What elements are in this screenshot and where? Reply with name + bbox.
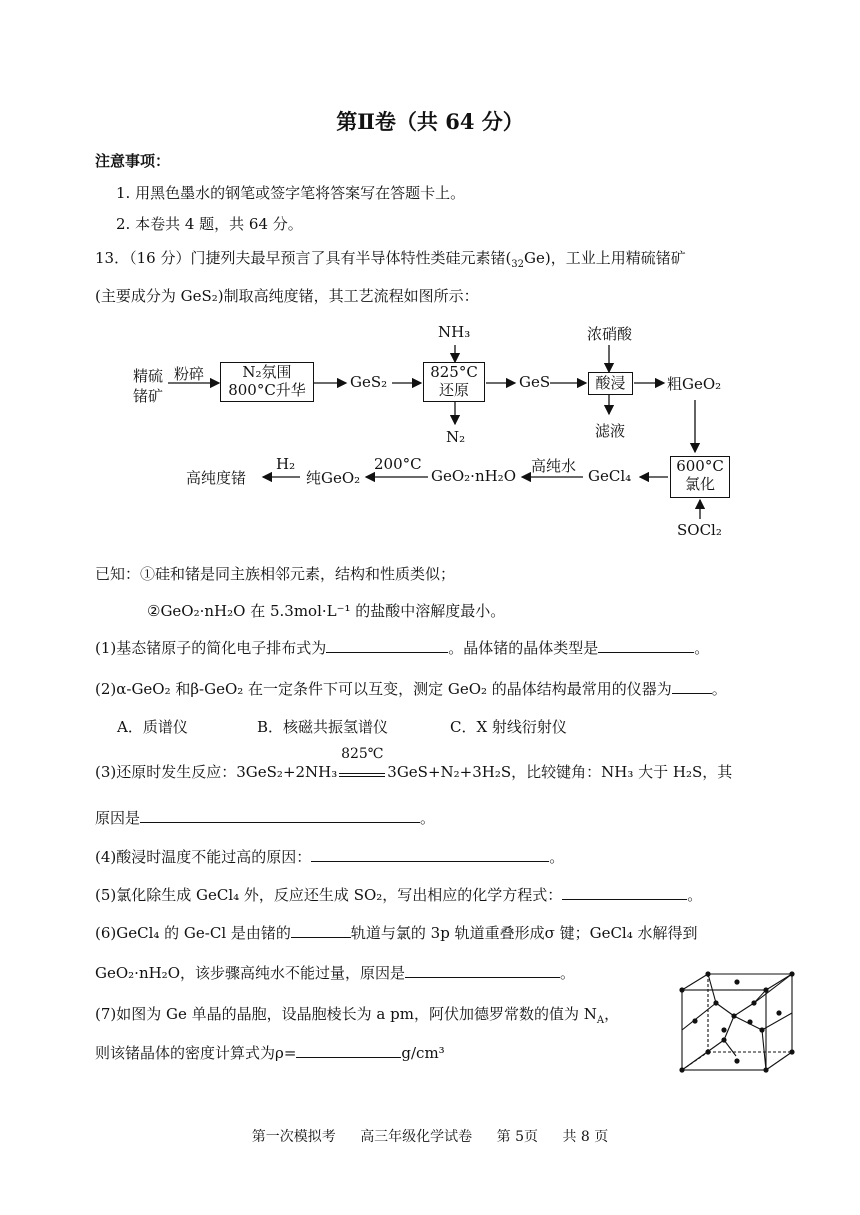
- question-6-line2: GeO₂·nH₂O，该步骤高纯水不能过量，原因是 。: [95, 964, 576, 982]
- answer-blank-3: [140, 808, 420, 823]
- reduction-box: [423, 362, 485, 402]
- q13-intro-line2: (主要成分为 GeS₂)制取高纯度锗，其工艺流程如图所示：: [95, 287, 479, 305]
- chlorination-box-line1: 600°C: [676, 457, 724, 475]
- filtrate-label: 滤液: [595, 422, 626, 440]
- sublimation-box-line2: 800°C升华: [228, 381, 306, 399]
- answer-blank-4: [311, 847, 549, 862]
- option-c: C．X 射线衍射仪: [450, 718, 567, 736]
- question-5: (5)氯化除生成 GeCl₄ 外，反应还生成 SO₂，写出相应的化学方程式： 。: [95, 886, 703, 904]
- pure-water-label: 高纯水: [531, 457, 577, 475]
- page-footer: [0, 1126, 860, 1146]
- question-1: (1)基态锗原子的简化电子排布式为 。晶体锗的晶体类型是 。: [95, 639, 710, 657]
- chlorination-box-line2: 氯化: [684, 475, 715, 493]
- section-title: 第Ⅱ卷（共 64 分）: [336, 109, 524, 134]
- answer-blank-6a: [291, 923, 351, 938]
- option-b: B．核磁共振氢谱仪: [257, 718, 389, 736]
- temp-200-label: 200°C: [374, 455, 422, 473]
- sublimation-box: [220, 362, 314, 402]
- question-3-line2: 原因是 。: [95, 809, 436, 827]
- answer-blank-6b: [405, 963, 560, 978]
- question-7-line2: 则该锗晶体的密度计算式为ρ= g/cm³: [95, 1044, 445, 1062]
- question-6-line1: (6)GeCl₄ 的 Ge-Cl 是由锗的 轨道与氯的 3p 轨道重叠形成σ 键；GeCl₄ 水解得到: [95, 924, 698, 942]
- ges-label: GeS: [519, 373, 551, 391]
- question-4: (4)酸浸时温度不能过高的原因： 。: [95, 848, 565, 866]
- reduction-box-line2: 还原: [438, 381, 469, 399]
- answer-blank-1b: [598, 638, 694, 653]
- footer-exam: 第一次模拟考: [251, 1129, 336, 1145]
- acid-leach-box: 酸浸: [588, 372, 633, 395]
- question-3-line1: (3)还原时发生反应：3GeS₂+2NH₃ 825℃ 3GeS+N₂+3H₂S，比较键角：NH₃ 大于 H₂S，其: [95, 746, 733, 781]
- notice-heading: 注意事项：: [95, 152, 171, 170]
- notice-item-2: 2. 本卷共 4 题，共 64 分。: [116, 215, 303, 233]
- n2-label: N₂: [446, 428, 466, 446]
- chlorination-box: [670, 456, 730, 498]
- reduction-box-line1: 825°C: [430, 363, 478, 381]
- question-2: (2)α-GeO₂ 和β-GeO₂ 在一定条件下可以互变，测定 GeO₂ 的晶体结构最常用的仪器为 。: [95, 680, 727, 698]
- hydrate-label: GeO₂·nH₂O: [431, 467, 516, 485]
- notice-item-1: 1. 用黑色墨水的钢笔或签字笔将答案写在答题卡上。: [116, 184, 466, 202]
- high-purity-ge-label: 高纯度锗: [186, 469, 247, 487]
- known-2: ②GeO₂·nH₂O 在 5.3mol·L⁻¹ 的盐酸中溶解度最小。: [147, 602, 506, 620]
- option-a: A．质谱仪: [117, 718, 188, 736]
- ges2-label: GeS₂: [350, 373, 388, 391]
- reaction-condition: 825℃: [339, 766, 385, 777]
- crush-label: 粉碎: [174, 365, 205, 383]
- question-7-line1: (7)如图为 Ge 单晶的晶胞，设晶胞棱长为 a pm，阿伏加德罗常数的值为 $N_A$，: [95, 1005, 620, 1026]
- answer-blank-1a: [326, 638, 448, 653]
- crude-geo2-label: 粗GeO₂: [667, 375, 722, 393]
- raw-ore-line2: 锗矿: [133, 387, 164, 405]
- nh3-label: NH₃: [438, 323, 471, 341]
- socl2-label: SOCl₂: [677, 521, 722, 539]
- answer-blank-5: [562, 885, 687, 900]
- flow-arrows: [0, 0, 860, 560]
- gecl4-label: GeCl₄: [588, 467, 632, 485]
- footer-total: 共 8 页: [562, 1129, 609, 1145]
- h2-label: H₂: [276, 455, 296, 473]
- raw-ore-line1: 精硫: [133, 367, 164, 385]
- footer-paper: 高三年级化学试卷: [360, 1129, 473, 1145]
- germanium-unit-cell-figure: [676, 968, 798, 1078]
- known-1: 已知：①硅和锗是同主族相邻元素，结构和性质类似；: [95, 565, 456, 583]
- footer-page: 第 5页: [496, 1129, 538, 1145]
- answer-blank-2: [672, 679, 712, 694]
- pure-geo2-label: 纯GeO₂: [306, 469, 361, 487]
- sublimation-box-line1: N₂氛围: [242, 363, 292, 381]
- q13-intro-line1: 13．（16 分）门捷列夫最早预言了具有半导体特性类硅元素锗$(_{32}Ge)$，工业上用精硫锗矿: [95, 249, 686, 270]
- nitric-acid-label: 浓硝酸: [587, 325, 633, 343]
- answer-blank-7: [296, 1043, 401, 1058]
